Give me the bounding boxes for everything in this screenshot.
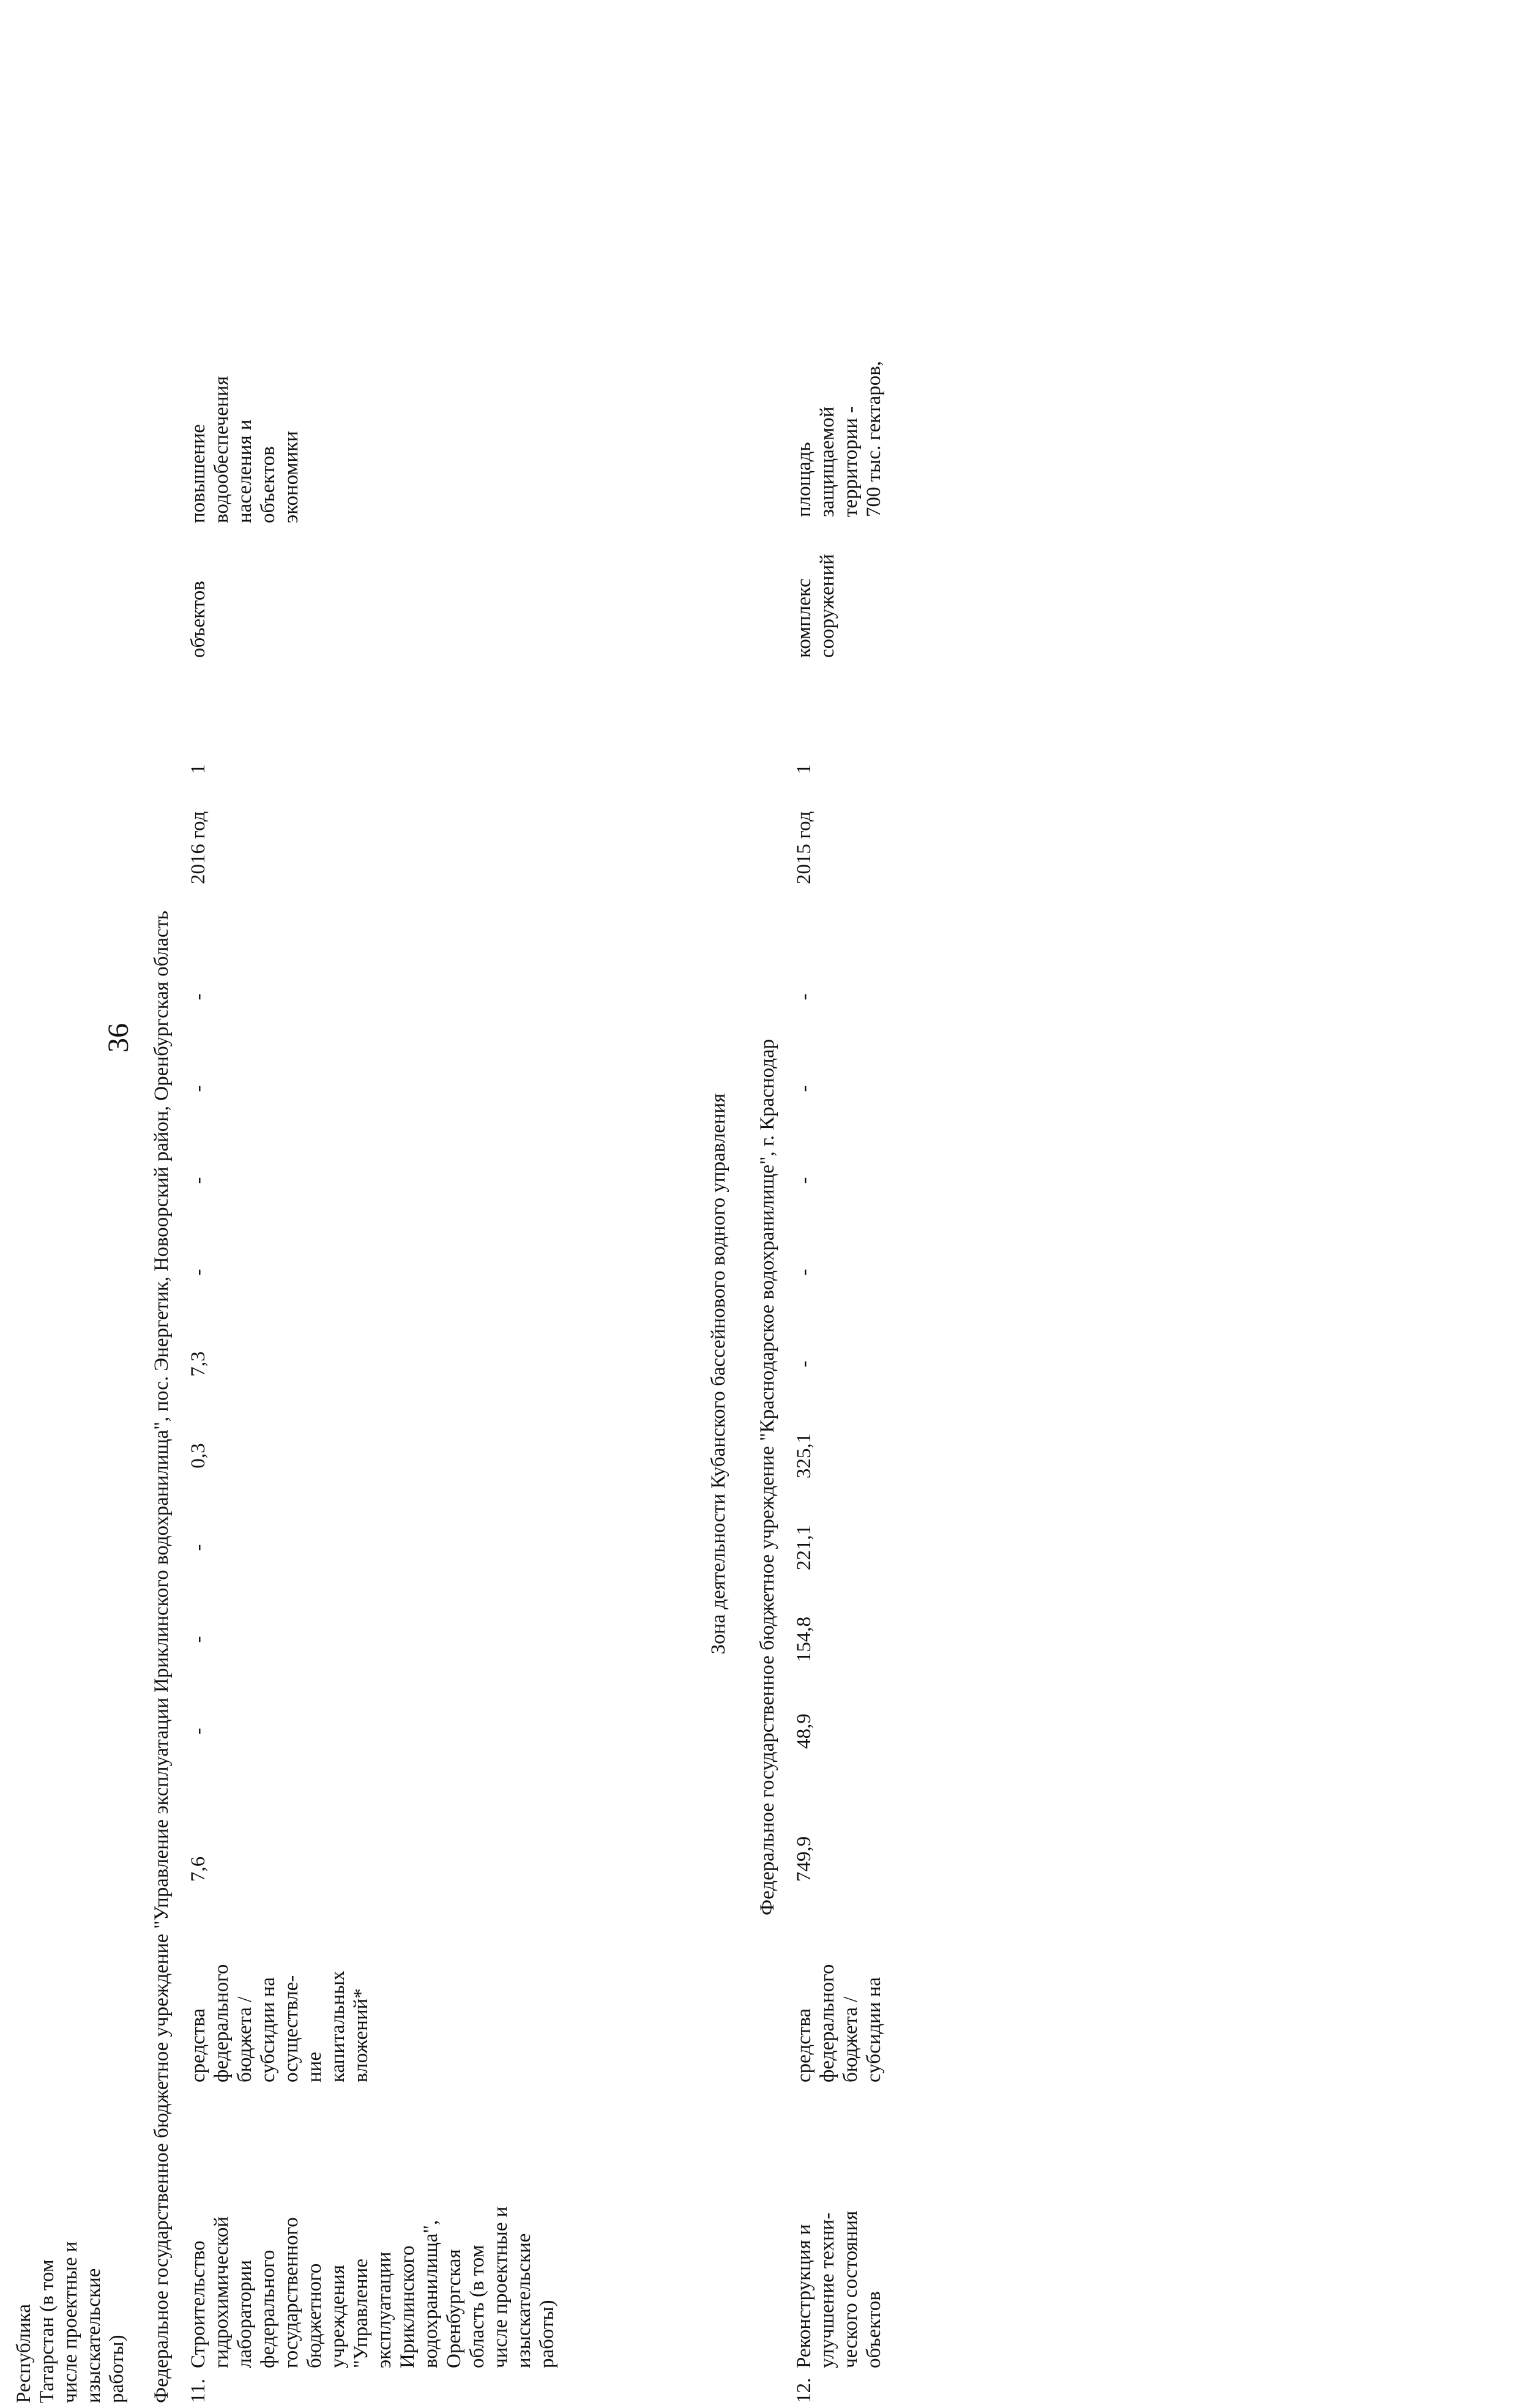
year-value: 325,1 <box>793 1433 815 1479</box>
year-value: 7,3 <box>187 1351 209 1377</box>
investment-projects-table <box>0 340 939 2408</box>
implementation-period: 2015 год <box>793 811 815 884</box>
year-value: 0,3 <box>187 1443 209 1469</box>
year-value: - <box>187 993 209 1001</box>
year-value: 48,9 <box>793 1713 815 1749</box>
expected-results: площадь защищаемой территории - 700 тыс. гектаров, <box>793 360 885 517</box>
implementation-period: 2016 год <box>187 811 209 884</box>
zone-heading: Зона деятельности Кубанского бассейнового водного управления <box>707 1093 729 1655</box>
expected-results: повышение водообеспечения населения и объектов экономики <box>187 376 302 523</box>
year-value: - <box>793 1360 815 1368</box>
year-value: - <box>793 1085 815 1092</box>
year-value: - <box>187 1544 209 1551</box>
page-number: 36 <box>102 1023 135 1053</box>
year-value: - <box>793 993 815 1001</box>
unit-value: комплекс сооружений <box>793 554 838 658</box>
project-name: Строительство гидрохимической лаборатории федерального государственного бюджетного учреждения "Управление эксплуатации Ириклинского водохранилища", Оренбургская область (в том числе проектные и изыскательские работы) <box>187 2206 558 2368</box>
carry-over-text: Республика Татарстан (в том числе проектные и изыскательские работы) <box>13 2241 128 2403</box>
year-value: - <box>187 1177 209 1184</box>
year-value: - <box>187 1269 209 1276</box>
year-value: 154,8 <box>793 1616 815 1663</box>
year-value: - <box>793 1269 815 1276</box>
year-value: - <box>187 1728 209 1735</box>
year-value: - <box>187 1636 209 1643</box>
institution-heading: Федеральное государственное бюджетное учреждение "Краснодарское водохранилище", г. Краснодар <box>756 1038 778 1915</box>
year-value: - <box>793 1177 815 1184</box>
financing-source: средства федерального бюджета / субсидии на <box>793 1964 885 2082</box>
row-number: 12. <box>793 2377 815 2403</box>
capacity-value: 1 <box>187 764 209 774</box>
year-value: 221,1 <box>793 1524 815 1571</box>
total-value: 7,6 <box>187 1856 209 1882</box>
institution-heading: Федеральное государственное бюджетное учреждение "Управление эксплуатации Ириклинского водохранилища", пос. Энергетик, Новоорский район, Оренбургская область <box>151 911 173 2403</box>
unit-value: объектов <box>187 581 209 658</box>
capacity-value: 1 <box>793 764 815 774</box>
project-name: Реконструкция и улучшение техни- ческого состояния объектов <box>793 2210 885 2368</box>
financing-source: средства федерального бюджета / субсидии на осуществле- ние капитальных вложений* <box>187 1964 372 2082</box>
total-value: 749,9 <box>793 1836 815 1882</box>
year-value: - <box>187 1085 209 1092</box>
row-number: 11. <box>187 2378 209 2403</box>
